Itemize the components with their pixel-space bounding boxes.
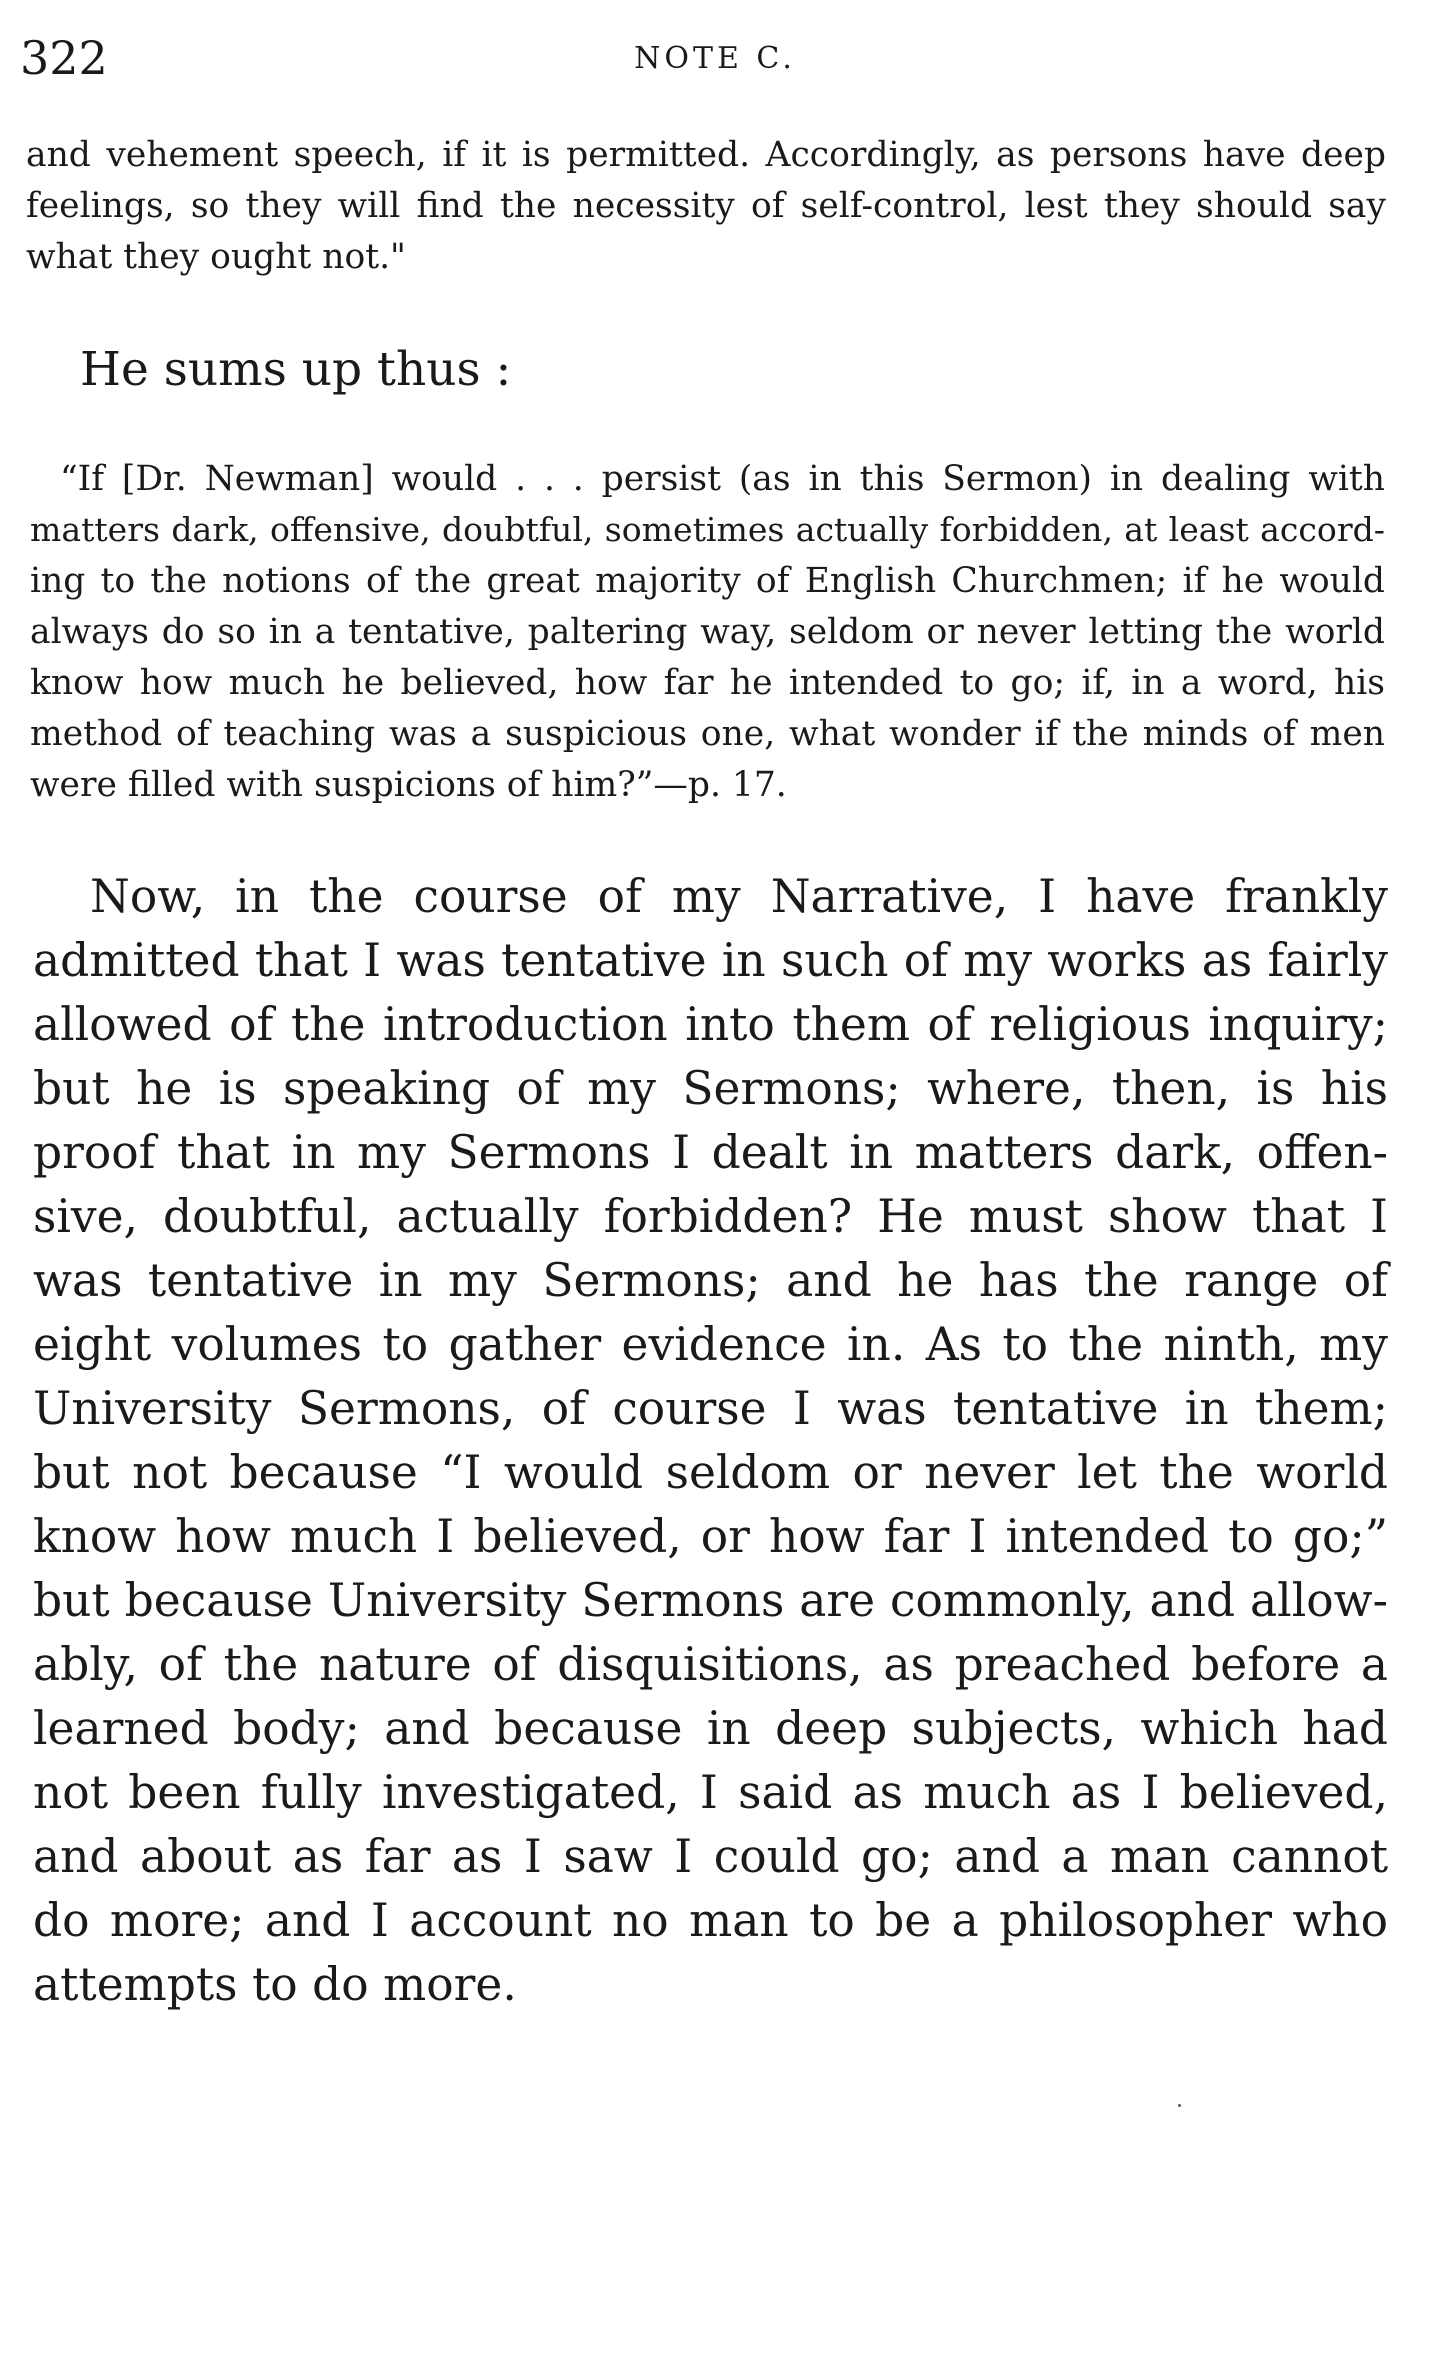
text-line: eight volumes to gather evidence in. As to the ninth, my bbox=[33, 1318, 1388, 1371]
page-header bbox=[20, 28, 1410, 88]
print-speck bbox=[1178, 2104, 1181, 2107]
quote-line: method of teaching was a suspicious one, what wonder if the minds of men bbox=[30, 714, 1385, 754]
quote-line: know how much he believed, how far he intended to go; if, in a word, his bbox=[30, 663, 1385, 703]
quote-line: were filled with suspicions of him?”—p. 17. bbox=[30, 765, 787, 805]
summing-line: He sums up thus : bbox=[80, 342, 512, 397]
text-line: and about as far as I saw I could go; and a man cannot bbox=[33, 1830, 1388, 1883]
text-line: Now, in the course of my Narrative, I have frankly bbox=[90, 870, 1388, 923]
text-line: but not because “I would seldom or never let the world bbox=[33, 1446, 1388, 1499]
quote-line: “If [Dr. Newman] would . . . persist (as in this Sermon) in dealing with bbox=[60, 459, 1385, 499]
text-line: sive, doubtful, actually forbidden? He must show that I bbox=[33, 1190, 1388, 1243]
text-line: feelings, so they will find the necessity of self-control, lest they should say bbox=[26, 186, 1386, 226]
text-line: but he is speaking of my Sermons; where, then, is his bbox=[33, 1062, 1388, 1115]
text-line: University Sermons, of course I was tentative in them; bbox=[33, 1382, 1388, 1435]
page-number: 322 bbox=[20, 31, 108, 85]
text-line: proof that in my Sermons I dealt in matters dark, offen- bbox=[33, 1126, 1388, 1179]
running-head: NOTE C. bbox=[634, 41, 796, 76]
text-line: and vehement speech, if it is permitted. Accordingly, as persons have deep bbox=[26, 135, 1386, 175]
text-line: ably, of the nature of disquisitions, as preached before a bbox=[33, 1638, 1388, 1691]
text-line: what they ought not." bbox=[26, 237, 406, 277]
text-line: do more; and I account no man to be a philosopher who bbox=[33, 1894, 1388, 1947]
text-line: learned body; and because in deep subjects, which had bbox=[33, 1702, 1388, 1755]
text-line: attempts to do more. bbox=[33, 1958, 517, 2011]
quote-line: matters dark, offensive, doubtful, sometimes actually forbidden, at least accord- bbox=[30, 510, 1385, 549]
text-line: know how much I believed, or how far I intended to go;” bbox=[33, 1510, 1388, 1563]
text-line: not been fully investigated, I said as much as I believed, bbox=[33, 1766, 1388, 1819]
text-line: but because University Sermons are commonly, and allow- bbox=[33, 1574, 1388, 1627]
quote-line: always do so in a tentative, paltering way, seldom or never letting the world bbox=[30, 612, 1385, 652]
text-line: was tentative in my Sermons; and he has the range of bbox=[33, 1254, 1388, 1307]
quote-line: ing to the notions of the great majority of English Churchmen; if he would bbox=[30, 561, 1385, 601]
text-line: admitted that I was tentative in such of my works as fairly bbox=[33, 934, 1388, 987]
text-line: allowed of the introduction into them of religious inquiry; bbox=[33, 998, 1388, 1051]
